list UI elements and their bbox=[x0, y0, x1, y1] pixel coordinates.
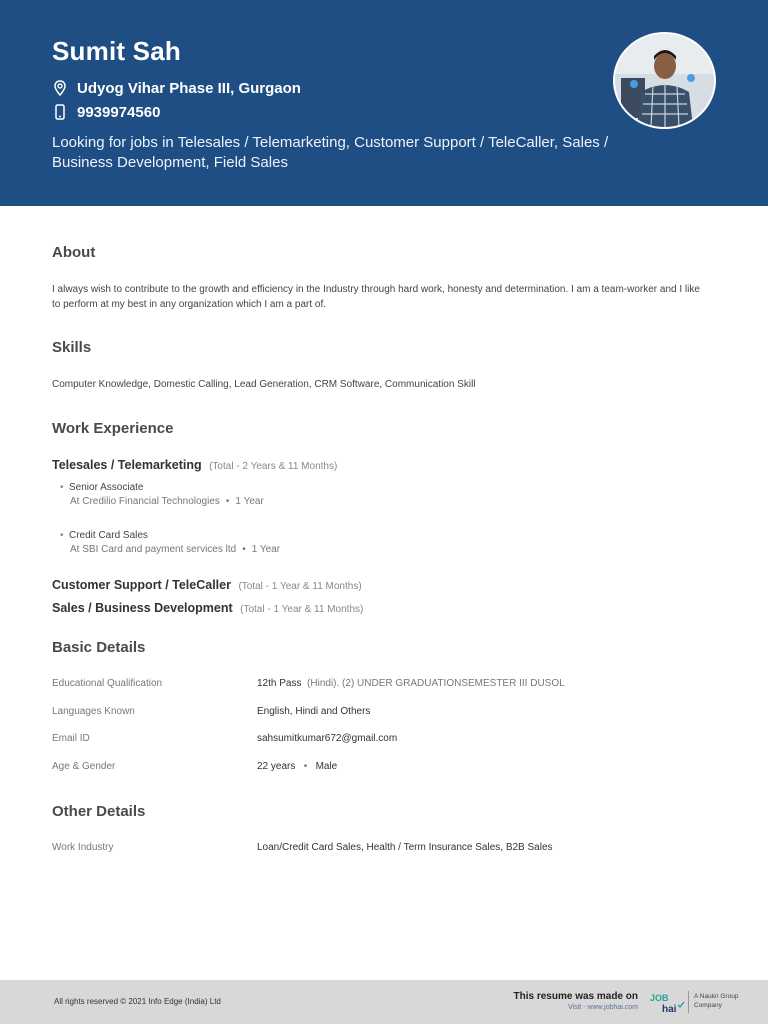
job-duration: 1 Year bbox=[235, 496, 264, 507]
skills-heading: Skills bbox=[52, 339, 92, 356]
phone-text: 9939974560 bbox=[77, 103, 161, 121]
detail-label: Languages Known bbox=[52, 706, 135, 717]
logo-hai-text: hai bbox=[662, 1004, 677, 1014]
job-company-line bbox=[70, 495, 264, 509]
resume-header bbox=[0, 0, 768, 206]
jobhai-logo[interactable] bbox=[650, 992, 688, 1014]
category-name: Customer Support / TeleCaller bbox=[52, 578, 231, 592]
about-heading: About bbox=[52, 244, 96, 261]
detail-value: English, Hindi and Others bbox=[257, 706, 371, 717]
work-experience-heading: Work Experience bbox=[52, 420, 174, 437]
bullet: • bbox=[60, 530, 64, 541]
other-details-heading: Other Details bbox=[52, 803, 146, 820]
separator-dot: • bbox=[225, 496, 230, 507]
location-row bbox=[52, 78, 301, 98]
email-value: sahsumitkumar672@gmail.com bbox=[257, 733, 398, 744]
profile-photo bbox=[613, 32, 716, 129]
experience-category bbox=[52, 601, 363, 615]
qualification-value: 12th Pass bbox=[257, 678, 302, 689]
skills-text: Computer Knowledge, Domestic Calling, Lead Generation, CRM Software, Communication Skill bbox=[52, 379, 476, 390]
mobile-phone-icon bbox=[52, 104, 68, 120]
naukri-group-text: A Naukri Group Company bbox=[694, 993, 739, 1009]
about-text: I always wish to contribute to the growth and efficiency in the Industry through hard work, honesty and determination. I am a team-worker and I like to perform at my best in any organization which I am a part of. bbox=[52, 284, 700, 310]
category-name: Sales / Business Development bbox=[52, 601, 233, 615]
made-on-text: This resume was made on bbox=[513, 991, 638, 1002]
basic-details-heading: Basic Details bbox=[52, 639, 146, 656]
category-total: (Total - 1 Year & 11 Months) bbox=[240, 604, 364, 615]
category-name: Telesales / Telemarketing bbox=[52, 458, 202, 472]
job-entry bbox=[60, 481, 264, 509]
visit-link[interactable]: Visit - www.jobhai.com bbox=[568, 1004, 638, 1011]
candidate-name: Sumit Sah bbox=[52, 36, 181, 66]
location-pin-icon bbox=[52, 80, 68, 96]
bullet: • bbox=[60, 482, 64, 493]
phone-row bbox=[52, 102, 160, 122]
logo-job-text: JOB bbox=[650, 993, 669, 1003]
job-company: At SBI Card and payment services ltd bbox=[70, 544, 237, 555]
detail-value: Loan/Credit Card Sales, Health / Term Insurance Sales, B2B Sales bbox=[257, 842, 553, 853]
location-text: Udyog Vihar Phase III, Gurgaon bbox=[77, 79, 301, 97]
job-role: Credit Card Sales bbox=[69, 530, 148, 541]
detail-label: Email ID bbox=[52, 733, 90, 744]
detail-label: Educational Qualification bbox=[52, 678, 163, 689]
qualification-extra: (Hindi). (2) UNDER GRADUATIONSEMESTER III DUSOL bbox=[307, 678, 565, 689]
job-duration: 1 Year bbox=[251, 544, 281, 555]
job-preferences: Looking for jobs in Telesales / Telemarketing, Customer Support / TeleCaller, Sales / Business Development, Field Sales bbox=[52, 134, 609, 171]
resume-footer bbox=[0, 980, 768, 1024]
job-entry bbox=[60, 529, 280, 557]
job-company-line bbox=[70, 543, 280, 557]
check-icon bbox=[678, 1002, 684, 1007]
experience-category bbox=[52, 458, 337, 472]
separator-dot: • bbox=[242, 544, 246, 555]
job-company: At Credilio Financial Technologies bbox=[70, 496, 220, 507]
detail-value bbox=[257, 678, 565, 689]
divider bbox=[688, 991, 689, 1013]
separator-dot: • bbox=[303, 761, 308, 772]
detail-label: Work Industry bbox=[52, 842, 114, 853]
detail-value bbox=[257, 761, 337, 772]
category-total: (Total - 2 Years & 11 Months) bbox=[209, 461, 338, 472]
gender-value: Male bbox=[315, 761, 338, 772]
copyright-text: All rights reserved © 2021 Info Edge (India) Ltd bbox=[54, 997, 221, 1006]
age-value: 22 years bbox=[257, 761, 296, 772]
job-role: Senior Associate bbox=[69, 482, 144, 493]
category-total: (Total - 1 Year & 11 Months) bbox=[238, 581, 362, 592]
detail-label: Age & Gender bbox=[52, 761, 116, 772]
experience-category bbox=[52, 578, 362, 592]
